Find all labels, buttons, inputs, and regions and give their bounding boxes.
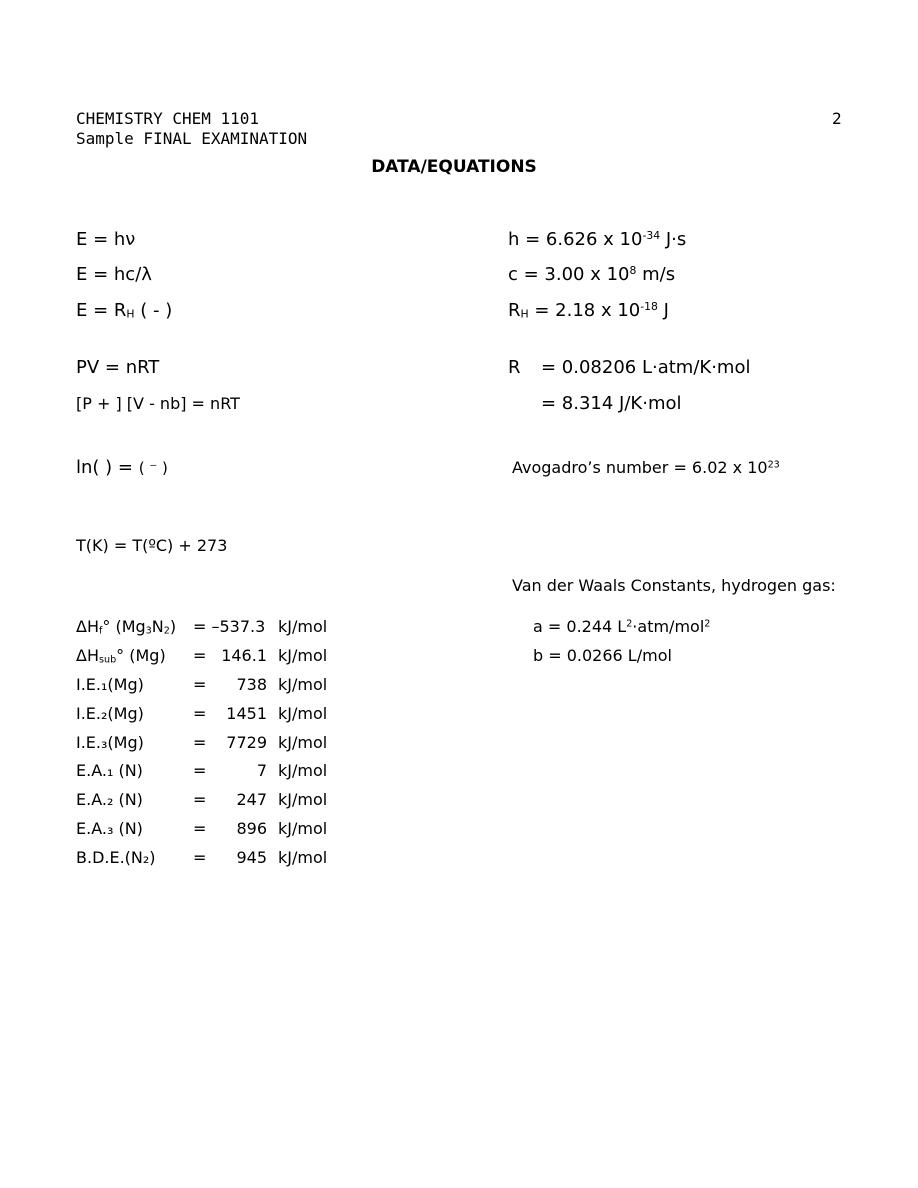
row-unit: kJ/mol: [278, 819, 328, 838]
thermo-row-ea1: [76, 761, 376, 781]
equation-e-hc-lambda: E = hc/λ: [76, 264, 152, 285]
equation-e-hnu: E = hν: [76, 229, 136, 250]
exam-title: Sample FINAL EXAMINATION: [76, 129, 308, 148]
vdw-constant-b: b = 0.0266 L/mol: [533, 646, 672, 665]
constant-r-symbol: R: [508, 357, 521, 378]
row-label: E.A.₃ (N): [76, 819, 143, 838]
thermo-row-ea2: [76, 790, 376, 810]
equation-ideal-gas: PV = nRT: [76, 357, 160, 378]
row-unit: kJ/mol: [278, 761, 328, 780]
course-title: CHEMISTRY CHEM 1101: [76, 109, 260, 128]
row-equals: =: [193, 675, 207, 694]
equation-van-der-waals: [P + ] [V - nb] = nRT: [76, 394, 240, 413]
row-value: 7729: [226, 733, 267, 752]
row-value: 896: [236, 819, 267, 838]
row-value: 247: [236, 790, 267, 809]
thermo-row-ie2: [76, 704, 376, 724]
vdw-constant-a: a = 0.244 $L^2\cdot atm/mol^2$: [533, 617, 711, 636]
vdw-constants-title: Van der Waals Constants, hydrogen gas:: [512, 576, 836, 595]
equation-temperature: T(K) = T(ºC) + 273: [76, 536, 228, 555]
constant-avogadro: Avogadro’s number = 6.02 x $10^{23}$: [512, 458, 780, 477]
row-unit: kJ/mol: [278, 790, 328, 809]
row-unit: kJ/mol: [278, 704, 328, 723]
row-label: $\Delta H_{sub}^\circ$ (Mg): [76, 646, 166, 666]
row-equals: =: [193, 733, 207, 752]
row-label: I.E.₃(Mg): [76, 733, 144, 752]
row-unit: kJ/mol: [278, 733, 328, 752]
page-number: 2: [832, 109, 842, 128]
constant-r-value-1: = 0.08206 L·atm/K·mol: [541, 357, 751, 378]
row-label: $\Delta H_f^\circ$ $(Mg_3N_2)$: [76, 617, 177, 637]
thermo-row-ie1: [76, 675, 376, 695]
row-label: I.E.₁(Mg): [76, 675, 144, 694]
row-label: E.A.₂ (N): [76, 790, 143, 809]
row-equals: =: [193, 819, 207, 838]
equation-rydberg: $E = R_H$ ( - ): [76, 300, 173, 321]
equation-clausius-clapeyron: ln( ) = ( ⁻ ): [76, 457, 168, 478]
thermo-row-ie3: [76, 733, 376, 753]
row-value: 738: [236, 675, 267, 694]
constant-light-speed: c = 3.00 x $10^8$ m/s: [508, 264, 676, 285]
row-unit: kJ/mol: [278, 675, 328, 694]
row-unit: kJ/mol: [278, 617, 328, 636]
row-equals: =: [193, 848, 207, 867]
row-label: I.E.₂(Mg): [76, 704, 144, 723]
constant-r-value-2: = 8.314 J/K·mol: [541, 393, 682, 414]
row-label: B.D.E.(N₂): [76, 848, 156, 867]
row-equals: =: [193, 646, 207, 665]
row-value: 1451: [226, 704, 267, 723]
constant-rydberg: $R_H = 2.18$ x $10^{-18}$ J: [508, 300, 669, 321]
thermo-row-enthalpy-formation: [76, 617, 376, 637]
row-equals: =: [193, 761, 207, 780]
section-title: DATA/EQUATIONS: [371, 157, 537, 177]
row-value: 945: [236, 848, 267, 867]
row-value: 146.1: [221, 646, 267, 665]
row-unit: kJ/mol: [278, 646, 328, 665]
row-unit: kJ/mol: [278, 848, 328, 867]
thermo-row-bde: [76, 848, 376, 868]
row-value: = –537.3: [193, 617, 266, 636]
row-label: E.A.₁ (N): [76, 761, 143, 780]
row-equals: =: [193, 704, 207, 723]
row-value: 7: [256, 761, 267, 780]
thermo-row-enthalpy-sublimation: [76, 646, 376, 666]
constant-planck: h = 6.626 x $10^{-34}$ J·s: [508, 229, 687, 250]
row-equals: =: [193, 790, 207, 809]
thermo-row-ea3: [76, 819, 376, 839]
